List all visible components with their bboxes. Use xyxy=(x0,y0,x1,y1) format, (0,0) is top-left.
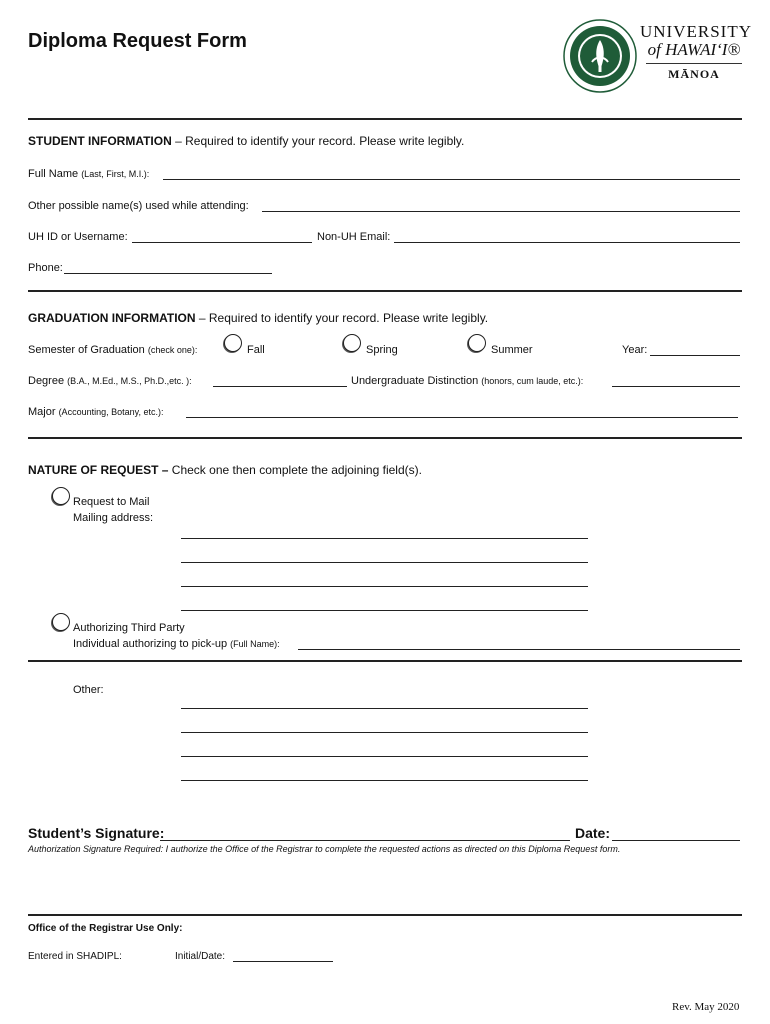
year-field[interactable] xyxy=(650,355,740,356)
nature-heading-rest: Check one then complete the adjoining field(s). xyxy=(171,463,422,477)
third-party-name-label: Individual authorizing to pick-up xyxy=(73,638,231,650)
major-label: Major xyxy=(28,406,59,418)
signature-date-label: Date: xyxy=(575,825,611,841)
semester-fall-radio[interactable] xyxy=(224,334,242,352)
student-info-heading xyxy=(28,134,464,148)
uh-id-label: UH ID or Username: xyxy=(28,231,128,243)
initial-date-label: Initial/Date: xyxy=(175,951,226,962)
other-names-field[interactable] xyxy=(262,211,740,212)
other-label: Other: xyxy=(73,684,104,696)
page-title: Diploma Request Form xyxy=(28,30,247,52)
mailing-address-line-3[interactable] xyxy=(181,586,588,587)
full-name-field[interactable] xyxy=(163,179,740,180)
uh-id-field[interactable] xyxy=(132,242,312,243)
degree-label-row xyxy=(28,375,192,387)
degree-hint: (B.A., M.Ed., M.S., Ph.D.,etc. ): xyxy=(67,376,192,386)
major-label-row xyxy=(28,406,163,418)
semester-hint: (check one): xyxy=(147,345,198,355)
other-line-1[interactable] xyxy=(181,708,588,709)
semester-label: Semester of Graduation xyxy=(28,344,148,356)
semester-spring-radio[interactable] xyxy=(343,334,361,352)
wordmark-manoa: MĀNOA xyxy=(668,67,720,81)
mailing-address-line-2[interactable] xyxy=(181,562,588,563)
university-seal-icon xyxy=(562,18,638,94)
distinction-hint: (honors, cum laude, etc.): xyxy=(481,376,584,386)
student-info-heading-rest: – Required to identify your record. Please write legibly. xyxy=(171,134,465,148)
request-to-mail-radio[interactable] xyxy=(52,487,70,505)
mailing-address-line-4[interactable] xyxy=(181,610,588,611)
nature-heading-bold: NATURE OF REQUEST – xyxy=(28,463,172,477)
distinction-field[interactable] xyxy=(612,386,740,387)
major-hint: (Accounting, Botany, etc.): xyxy=(58,407,164,417)
section-divider xyxy=(28,118,742,120)
graduation-info-heading xyxy=(28,311,488,325)
semester-summer-label: Summer xyxy=(491,344,533,356)
third-party-name-hint: (Full Name): xyxy=(230,639,280,649)
signature-label: Student’s Signature: xyxy=(28,825,165,841)
student-info-heading-bold: STUDENT INFORMATION xyxy=(28,134,172,148)
wordmark-divider xyxy=(646,63,742,64)
initial-date-field[interactable] xyxy=(233,961,333,962)
semester-summer-radio[interactable] xyxy=(468,334,486,352)
third-party-name-row xyxy=(73,638,280,650)
third-party-label: Authorizing Third Party xyxy=(73,622,185,634)
distinction-label: Undergraduate Distinction xyxy=(351,375,482,387)
nature-of-request-heading xyxy=(28,463,422,477)
mailing-address-line-1[interactable] xyxy=(181,538,588,539)
section-divider xyxy=(28,914,742,916)
other-line-3[interactable] xyxy=(181,756,588,757)
section-divider xyxy=(28,660,742,662)
university-wordmark xyxy=(640,22,752,82)
major-field[interactable] xyxy=(186,417,738,418)
full-name-hint: (Last, First, M.I.): xyxy=(81,169,150,179)
signature-date-field[interactable] xyxy=(612,840,740,841)
mailing-address-label: Mailing address: xyxy=(73,512,154,524)
other-line-4[interactable] xyxy=(181,780,588,781)
phone-field[interactable] xyxy=(64,273,272,274)
email-field[interactable] xyxy=(394,242,740,243)
full-name-label: Full Name xyxy=(28,168,82,180)
wordmark-hawaii: of HAWAIʻI® xyxy=(647,40,741,59)
email-label: Non-UH Email: xyxy=(317,231,391,243)
phone-label: Phone: xyxy=(28,262,63,274)
degree-field[interactable] xyxy=(213,386,347,387)
third-party-name-field[interactable] xyxy=(298,649,740,650)
graduation-info-heading-rest: – Required to identify your record. Please write legibly. xyxy=(195,311,489,325)
graduation-info-heading-bold: GRADUATION INFORMATION xyxy=(28,311,196,325)
signature-field[interactable] xyxy=(160,840,570,841)
semester-label-row xyxy=(28,344,197,356)
authorization-note: Authorization Signature Required: I authorize the Office of the Registrar to complete the requested actions as directed on this Diploma Request form. xyxy=(28,844,621,854)
other-line-2[interactable] xyxy=(181,732,588,733)
degree-label: Degree xyxy=(28,375,68,387)
office-use-heading: Office of the Registrar Use Only: xyxy=(28,923,183,934)
semester-spring-label: Spring xyxy=(366,344,398,356)
full-name-row xyxy=(28,168,149,180)
distinction-label-row xyxy=(351,375,583,387)
request-to-mail-label: Request to Mail xyxy=(73,496,150,508)
wordmark-university: UNIVERSITY xyxy=(640,22,752,41)
semester-fall-label: Fall xyxy=(247,344,265,356)
year-label: Year: xyxy=(622,344,648,356)
entered-shadipl-label: Entered in SHADIPL: xyxy=(28,951,122,962)
section-divider xyxy=(28,437,742,439)
section-divider xyxy=(28,290,742,292)
other-names-label: Other possible name(s) used while attending: xyxy=(28,200,249,212)
third-party-radio[interactable] xyxy=(52,613,70,631)
revision-date: Rev. May 2020 xyxy=(672,1001,740,1013)
